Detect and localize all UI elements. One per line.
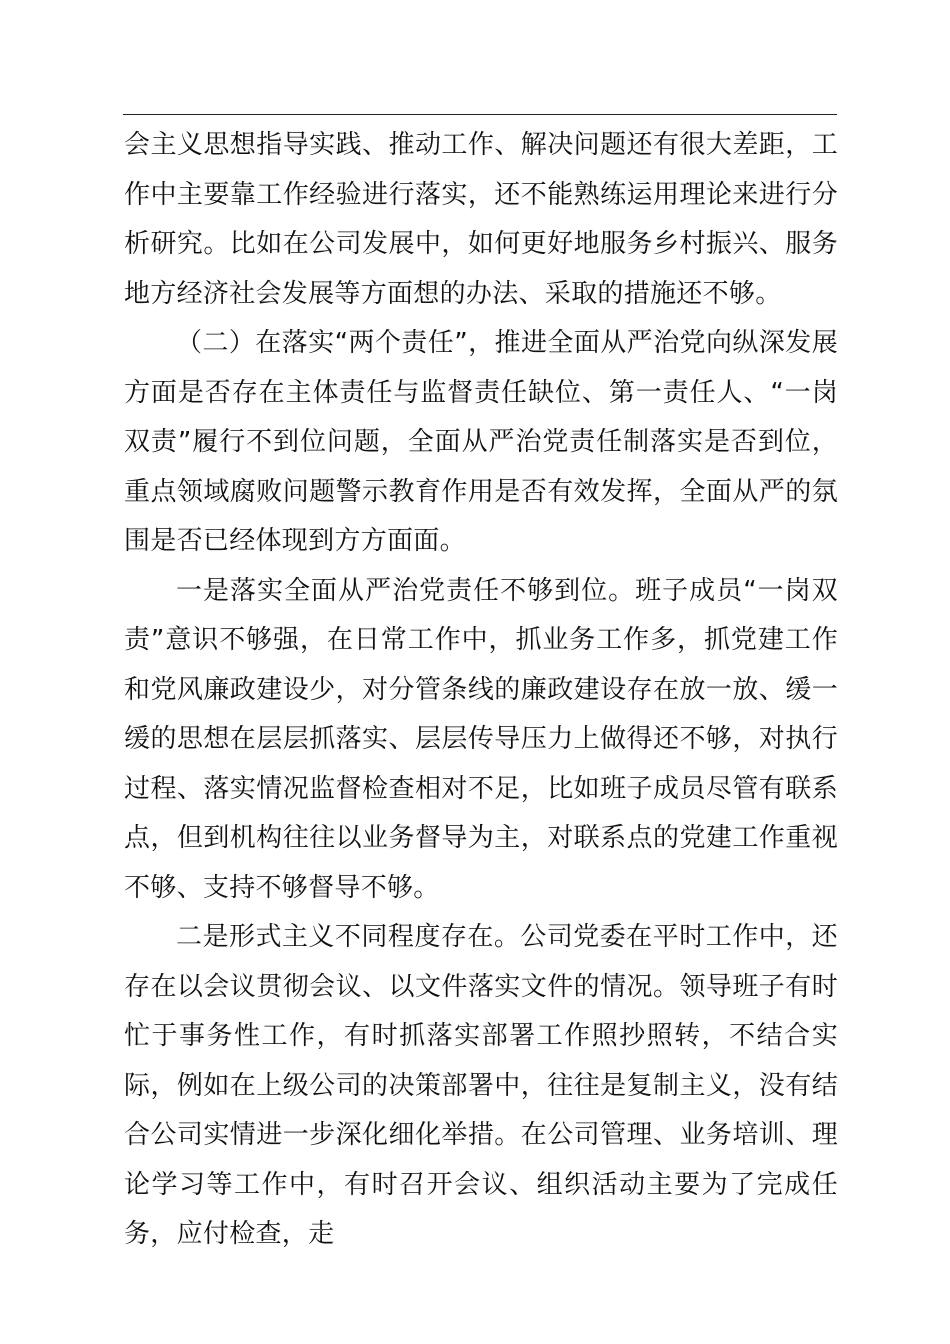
header-rule — [123, 114, 837, 115]
paragraph-point-one: 一是落实全面从严治党责任不够到位。班子成员“一岗双责”意识不够强，在日常工作中，抓业务工作多，抓党建工作和党风廉政建设少，对分管条线的廉政建设存在放一放、缓一缓的思想在层层抓落实、层层传导压力上做得还不够，对执行过程、落实情况监督检查相对不足，比如班子成员尽管有联系点，但到机构往往以业务督导为主，对联系点的党建工作重视不够、支持不够督导不够。 — [124, 575, 838, 903]
paragraph-section-two-heading: （二）在落实“两个责任”，推进全面从严治党向纵深发展方面是否存在主体责任与监督责任缺位、第一责任人、“一岗双责”履行不到位问题，全面从严治党责任制落实是否到位，重点领域腐败问题警示教育作用是否有效发挥，全面从严的氛围是否已经体现到方方面面。 — [124, 328, 838, 556]
document-body — [124, 121, 838, 1260]
paragraph-point-two: 二是形式主义不同程度存在。公司党委在平时工作中，还存在以会议贯彻会议、以文件落实文件的情况。领导班子有时忙于事务性工作，有时抓落实部署工作照抄照转，不结合实际，例如在上级公司的决策部署中，往往是复制主义，没有结合公司实情进一步深化细化举措。在公司管理、业务培训、理论学习等工作中，有时召开会议、组织活动主要为了完成任务，应付检查，走 — [124, 922, 838, 1249]
paragraph-continued: 会主义思想指导实践、推动工作、解决问题还有很大差距，工作中主要靠工作经验进行落实，还不能熟练运用理论来进行分析研究。比如在公司发展中，如何更好地服务乡村振兴、服务地方经济社会发展等方面想的办法、采取的措施还不够。 — [124, 130, 838, 309]
